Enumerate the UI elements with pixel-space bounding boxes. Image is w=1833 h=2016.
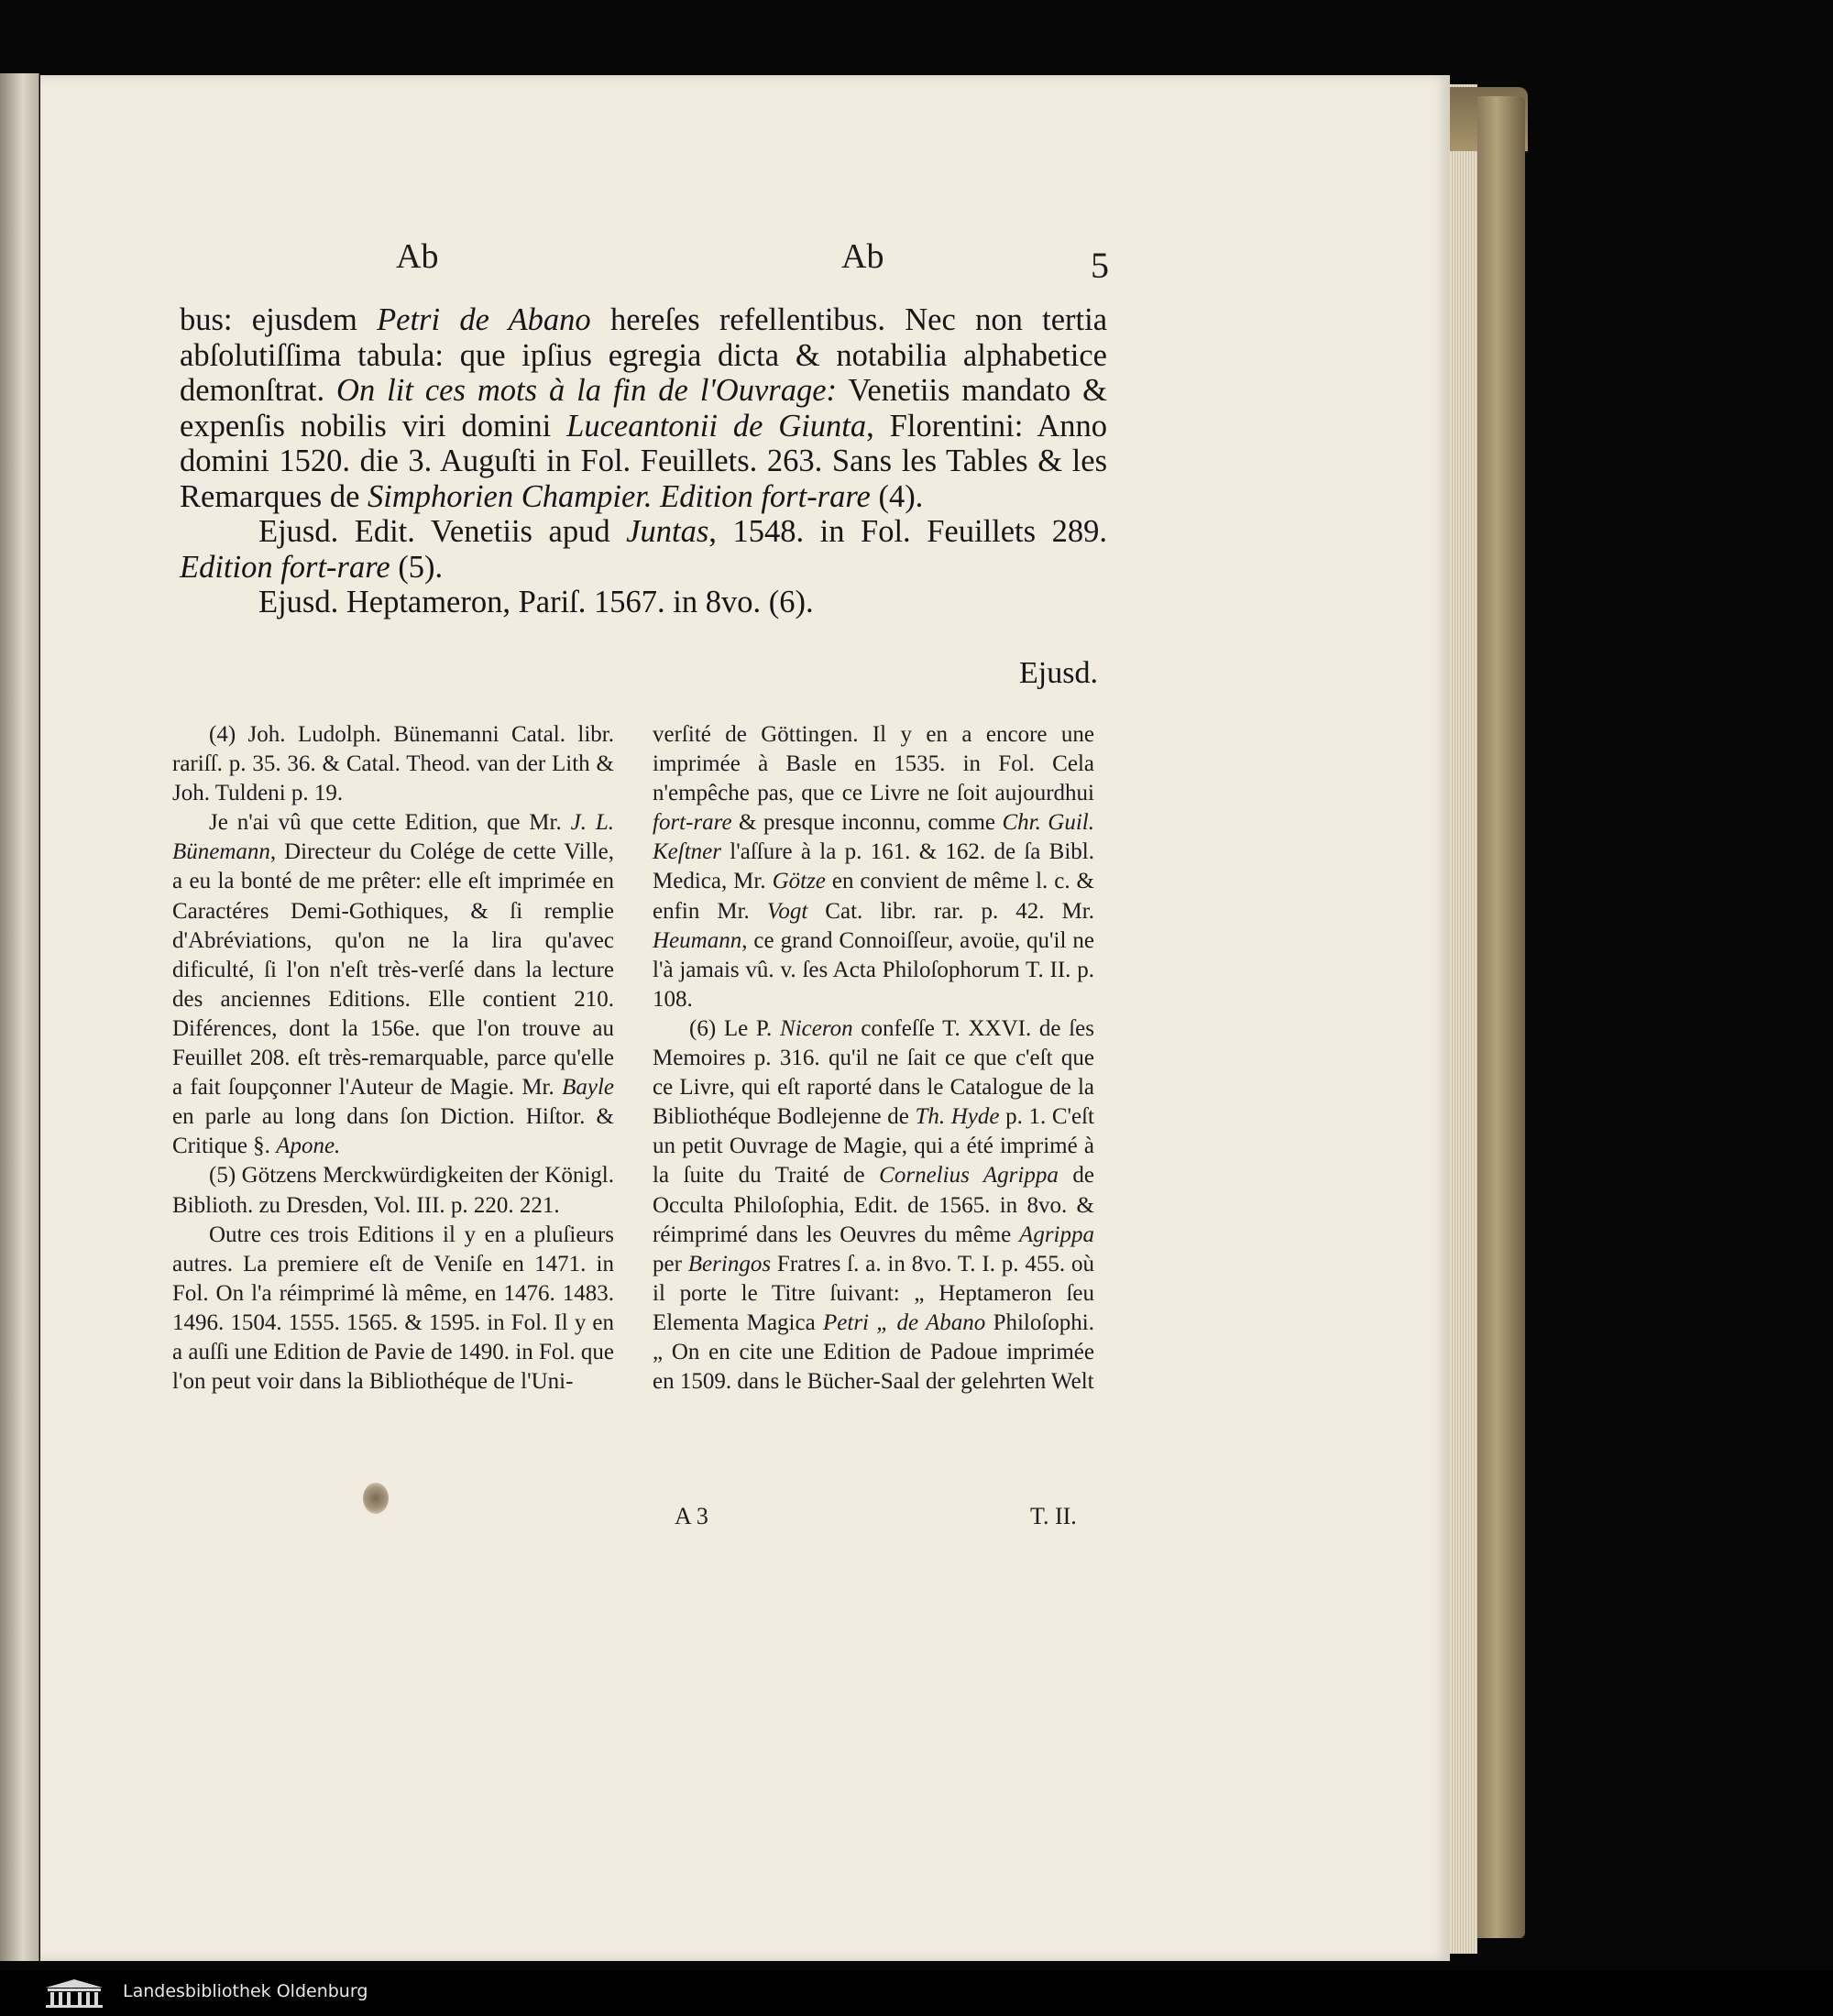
note-5: (5) Götzens Merckwürdigkeiten der Königl. Biblioth. zu Dresden, Vol. III. p. 220. 221. bbox=[172, 1163, 614, 1218]
volume-mark: T. II. bbox=[1030, 1503, 1077, 1529]
library-building-icon bbox=[42, 1978, 106, 2009]
left-page-edge bbox=[0, 73, 39, 1961]
running-head-center: Ab bbox=[841, 237, 884, 276]
main-paragraph-1: bus: ejusdem Petri de Abano hereſes refellentibus. Nec non tertia abſolutiſſima tabula: que ipſius egregia dicta & notabilia alphabetice demonſtrat. On lit ces mots à la fin de l'Ouvrage: Venetiis mandato & expenſis nobilis viri domini Luceantonii de Giunta, Florentini: Anno domini 1520. die 3. Auguſti in Fol. Feuillets. 263. Sans les Tables & les Remarques de Simphorien Champier. Edition fort-rare (4). bbox=[180, 302, 1108, 514]
notes-column-left bbox=[172, 720, 614, 1397]
note-5-continuation: verſité de Göttingen. Il y en a encore une imprimée à Basle en 1535. in Fol. Cela n'empêche pas, que ce Livre ne ſoit aujourdhui fort-rare & presque inconnu, comme Chr. Guil. Keſtner l'aſſure à la p. 161. & 162. de ſa Bibl. Medica, Mr. Götze en convient de même l. c. & enfin Mr. Vogt Cat. libr. rar. p. 42. Mr. Heumann, ce grand Connoiſſeur, avoüe, qu'il ne l'à jamais vû. v. ſes Acta Philoſophorum T. II. p. 108. bbox=[653, 722, 1094, 1012]
signature-mark: A 3 bbox=[675, 1503, 708, 1529]
note-6: (6) Le P. Niceron confeſſe T. XXVI. de ſes Memoires p. 316. qu'il ne ſait ce que c'eſt que ce Livre, qui eſt raporté dans le Catalogue de la Bibliothéque Bodlejenne de Th. Hyde p. 1. C'eſt un petit Ouvrage de Magie, qui a été imprimé à la ſuite du Traité de Cornelius Agrippa de Occulta Philoſophia, Edit. de 1565. in 8vo. & réimprimé dans les Oeuvres du même Agrippa per Beringos Fratres ſ. a. in 8vo. T. I. p. 455. où il porte le Titre ſuivant: „ Heptameron ſeu Elementa Magica Petri „ de Abano Philoſophi. „ On en cite une Edition de Padoue imprimée en 1509. dans le Bücher-Saal der gelehrten Welt bbox=[653, 1015, 1095, 1395]
main-text-block bbox=[180, 302, 1107, 620]
catchword: Ejusd. bbox=[1019, 656, 1098, 690]
main-paragraph-2: Ejusd. Edit. Venetiis apud Juntas, 1548. in Fol. Feuillets 289. Edition fort-rare (5). bbox=[180, 514, 1107, 585]
note-5-commentary: Outre ces trois Editions il y en a pluſieurs autres. La premiere eſt de Veniſe en 1471. in Fol. On l'a réimprimé là même, en 1476. 1483. 1496. 1504. 1555. 1565. & 1595. in Fol. Il y en a auſſi une Edition de Pavie de 1490. in Fol. que l'on peut voir dans la Bibliothéque de l'Uni- bbox=[172, 1222, 614, 1395]
library-name: Landesbibliothek Oldenburg bbox=[123, 1981, 368, 2001]
main-paragraph-3: Ejusd. Heptameron, Pariſ. 1567. in 8vo. (6). bbox=[258, 585, 814, 619]
running-head-left: Ab bbox=[396, 237, 439, 276]
book-binding bbox=[1477, 96, 1525, 1938]
note-4: (4) Joh. Ludolph. Bünemanni Catal. libr. rariſſ. p. 35. 36. & Catal. Theod. van der Lith & Joh. Tuldeni p. 19. bbox=[172, 722, 614, 806]
page-number: 5 bbox=[1091, 245, 1109, 286]
notes-column-right bbox=[653, 720, 1094, 1397]
page-stack-edge bbox=[1450, 84, 1477, 1954]
ink-stain bbox=[363, 1483, 389, 1514]
note-4-commentary: Je n'ai vû que cette Edition, que Mr. J. L. Bünemann, Directeur du Colége de cette Ville, a eu la bonté de me prêter: elle eſt imprimée en Caractéres Demi-Gothiques, & ſi remplie d'Abréviations, qu'on ne la lira qu'avec dificulté, ſi l'on n'eſt très-verſé dans la lecture des anciennes Editions. Elle contient 210. Diférences, dont la 156e. que l'on trouve au Feuillet 208. eſt très-remarquable, parce qu'elle a fait ſoupçonner l'Auteur de Magie. Mr. Bayle en parle au long dans ſon Diction. Hiſtor. & Critique §. Apone. bbox=[172, 810, 615, 1159]
